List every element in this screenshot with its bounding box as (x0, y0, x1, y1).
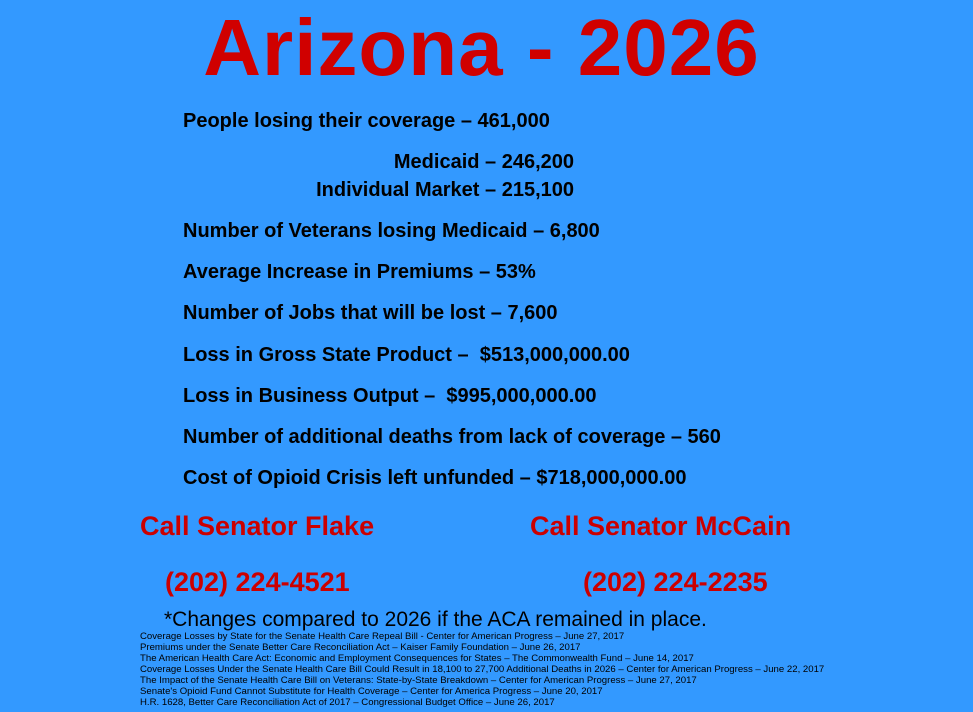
source-item: Coverage Losses by State for the Senate Health Care Repeal Bill - Center for American Progress – June 27, 2017 (140, 631, 625, 642)
page-title: Arizona - 2026 (203, 3, 760, 92)
stat-deaths: Number of additional deaths from lack of coverage – 560 (183, 426, 721, 448)
sources-list (140, 631, 960, 708)
stat-opioid: Cost of Opioid Crisis left unfunded – $718,000,000.00 (183, 467, 687, 489)
source-item: Premiums under the Senate Better Care Reconciliation Act – Kaiser Family Foundation – June 26, 2017 (140, 642, 581, 653)
call-flake-phone[interactable]: (202) 224-4521 (165, 567, 350, 597)
call-mccain-phone[interactable]: (202) 224-2235 (583, 567, 768, 597)
stat-medicaid: Medicaid – 246,200 (393, 151, 574, 173)
call-flake-label: Call Senator Flake (140, 511, 375, 541)
footnote: *Changes compared to 2026 if the ACA remained in place. (164, 608, 707, 631)
stat-coverage-losses: People losing their coverage – 461,000 (183, 110, 550, 132)
source-item: The American Health Care Act: Economic and Employment Consequences for States – The Commonwealth Fund – June 14, 2017 (140, 653, 694, 664)
source-item: Coverage Losses Under the Senate Health Care Bill Could Result in 18,100 to 27,700 Additional Deaths in 2026 – Center for American Progress – June 22, 2017 (140, 664, 825, 675)
source-item: Senate's Opioid Fund Cannot Substitute for Health Coverage – Center for America Progress – June 20, 2017 (140, 686, 603, 697)
stat-gross-state-product: Loss in Gross State Product – $513,000,000.00 (183, 344, 630, 366)
stat-veterans: Number of Veterans losing Medicaid – 6,800 (183, 220, 600, 242)
stat-individual-market: Individual Market – 215,100 (316, 179, 574, 201)
call-mccain-label: Call Senator McCain (530, 511, 792, 541)
stat-jobs: Number of Jobs that will be lost – 7,600 (183, 302, 558, 324)
stat-premiums: Average Increase in Premiums – 53% (183, 261, 536, 283)
stat-business-output: Loss in Business Output – $995,000,000.00 (183, 385, 597, 407)
source-item: The Impact of the Senate Health Care Bill on Veterans: State-by-State Breakdown – Center for American Progress – June 27, 2017 (140, 675, 697, 686)
source-item: H.R. 1628, Better Care Reconciliation Act of 2017 – Congressional Budget Office – June 26, 2017 (140, 697, 555, 708)
